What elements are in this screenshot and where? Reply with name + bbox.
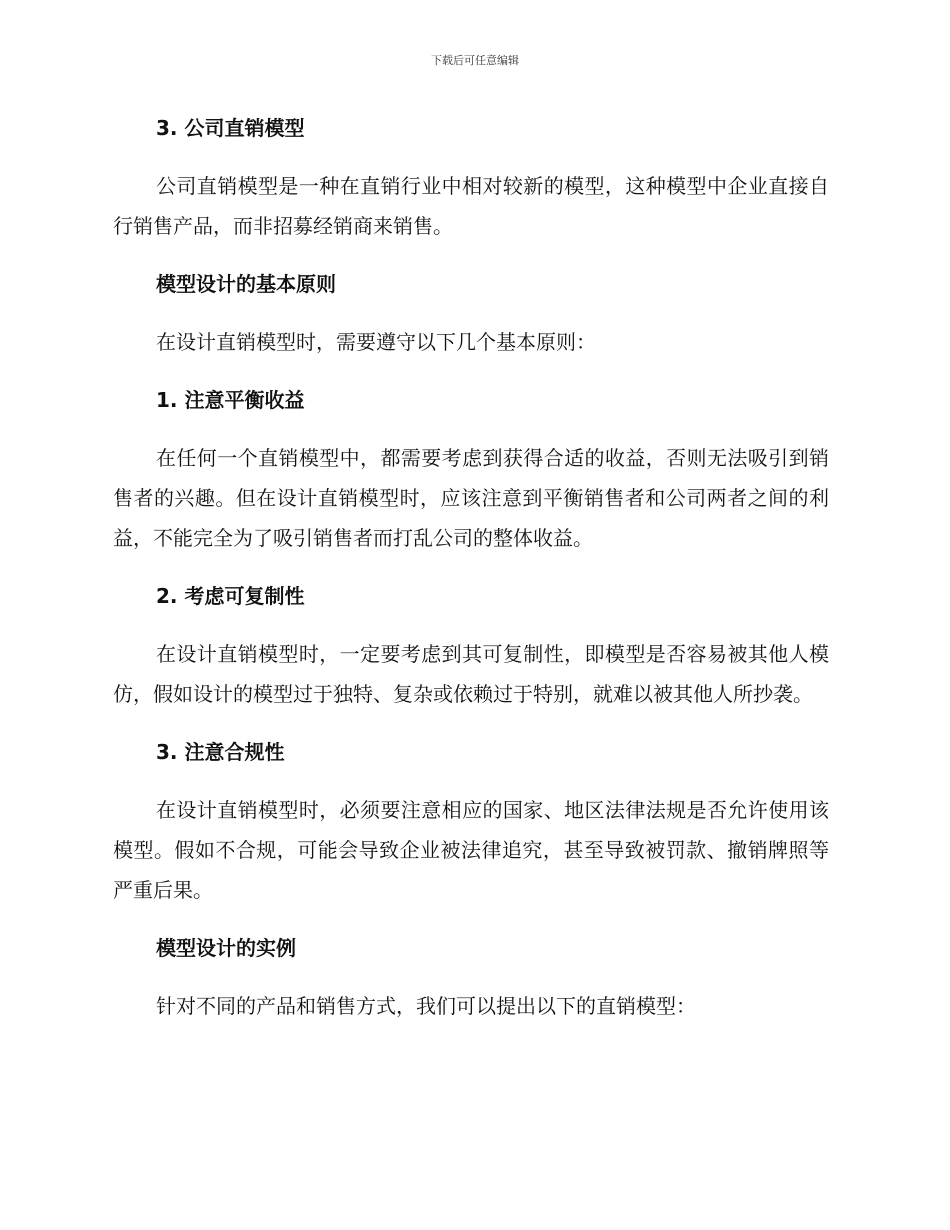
page-header: 下载后可任意编辑 <box>431 54 519 67</box>
paragraph-balance-revenue: 在任何一个直销模型中，都需要考虑到获得合适的收益，否则无法吸引到销售者的兴趣。但在设计直销模型时，应该注意到平衡销售者和公司两者之间的利益，不能完全为了吸引销售者而打乱公司的整体收益。 <box>113 446 829 550</box>
paragraph-compliance: 在设计直销模型时，必须要注意相应的国家、地区法律法规是否允许使用该模型。假如不合规，可能会导致企业被法律追究，甚至导致被罚款、撤销牌照等严重后果。 <box>113 798 829 902</box>
document-body <box>113 108 829 1026</box>
section-heading-balance-revenue: 1. 注意平衡收益 <box>156 388 305 412</box>
paragraph-principles-intro: 在设计直销模型时，需要遵守以下几个基本原则： <box>156 330 596 354</box>
paragraph-examples-intro: 针对不同的产品和销售方式，我们可以提出以下的直销模型： <box>156 994 696 1018</box>
section-heading-compliance: 3. 注意合规性 <box>156 740 285 764</box>
paragraph-company-direct-sales: 公司直销模型是一种在直销行业中相对较新的模型，这种模型中企业直接自行销售产品，而非招募经销商来销售。 <box>113 174 829 238</box>
section-heading-design-examples: 模型设计的实例 <box>156 936 296 960</box>
section-heading-design-principles: 模型设计的基本原则 <box>156 272 336 296</box>
paragraph-replicability: 在设计直销模型时，一定要考虑到其可复制性，即模型是否容易被其他人模仿，假如设计的模型过于独特、复杂或依赖过于特别，就难以被其他人所抄袭。 <box>113 642 829 706</box>
section-heading-replicability: 2. 考虑可复制性 <box>156 584 305 608</box>
section-heading-company-direct-sales: 3. 公司直销模型 <box>156 116 305 140</box>
